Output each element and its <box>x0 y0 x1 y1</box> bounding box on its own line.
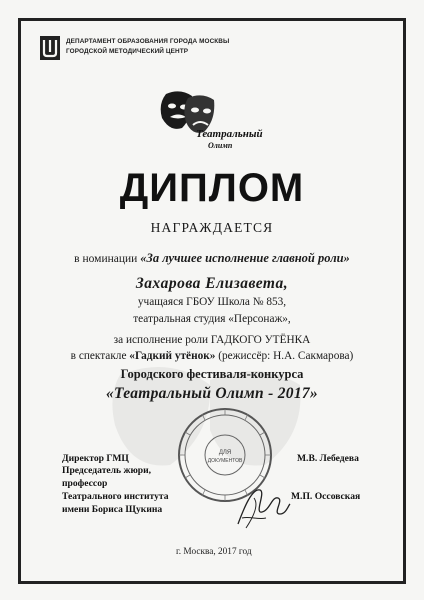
signer-2-name: М.П. Оссовская <box>291 491 361 502</box>
recipient-school: учащаяся ГБОУ Школа № 853, <box>137 296 287 308</box>
festival-line-1: Городского фестиваля-конкурса <box>120 367 304 381</box>
spectacle-director: (режиссёр: Н.А. Сакмарова) <box>218 350 354 362</box>
nomination-prefix: в номинации <box>74 253 138 265</box>
spectacle-line <box>0 350 424 362</box>
nomination-line <box>0 251 424 266</box>
department-logo-icon <box>40 36 60 60</box>
diploma-title: ДИПЛОМ <box>119 166 305 210</box>
header <box>40 35 340 65</box>
signer-1-name: М.В. Лебедева <box>297 453 359 464</box>
signer-1-role: Директор ГМЦ <box>62 453 129 464</box>
logo-text-line-2: Олимп <box>208 141 233 150</box>
footer-place-year: г. Москва, 2017 год <box>176 547 252 557</box>
signer-2-role-line: Театрального института <box>62 491 169 502</box>
nomination-value: «За лучшее исполнение главной роли» <box>140 251 350 265</box>
signer-2-role-line: профессор <box>62 478 108 489</box>
spectacle-name: «Гадкий утёнок» <box>129 350 216 362</box>
recipient-studio: театральная студия «Персонаж», <box>133 313 291 325</box>
signer-2-role-line: имени Бориса Щукина <box>62 504 163 515</box>
recipient-name: Захарова Елизавета, <box>135 275 289 292</box>
awarded-label: НАГРАЖДАЕТСЯ <box>150 220 274 235</box>
spectacle-prefix: в спектакле <box>70 350 127 362</box>
organization-name <box>66 37 229 56</box>
stamp-line-1: ДЛЯ <box>218 450 232 456</box>
org-line-2: ГОРОДСКОЙ МЕТОДИЧЕСКИЙ ЦЕНТР <box>66 47 189 55</box>
festival-line-2: «Театральный Олимп - 2017» <box>105 385 318 402</box>
logo-text-line-1: Театральный <box>196 128 263 140</box>
role-line: за исполнение роли ГАДКОГО УТЁНКА <box>113 334 311 346</box>
signer-2-role <box>62 464 192 516</box>
signer-2-role-line: Председатель жюри, <box>62 465 152 476</box>
stamp-line-2: ДОКУМЕНТОВ <box>207 458 243 464</box>
org-line-1: ДЕПАРТАМЕНТ ОБРАЗОВАНИЯ ГОРОДА МОСКВЫ <box>66 38 230 45</box>
handwritten-signature-icon <box>232 478 292 533</box>
